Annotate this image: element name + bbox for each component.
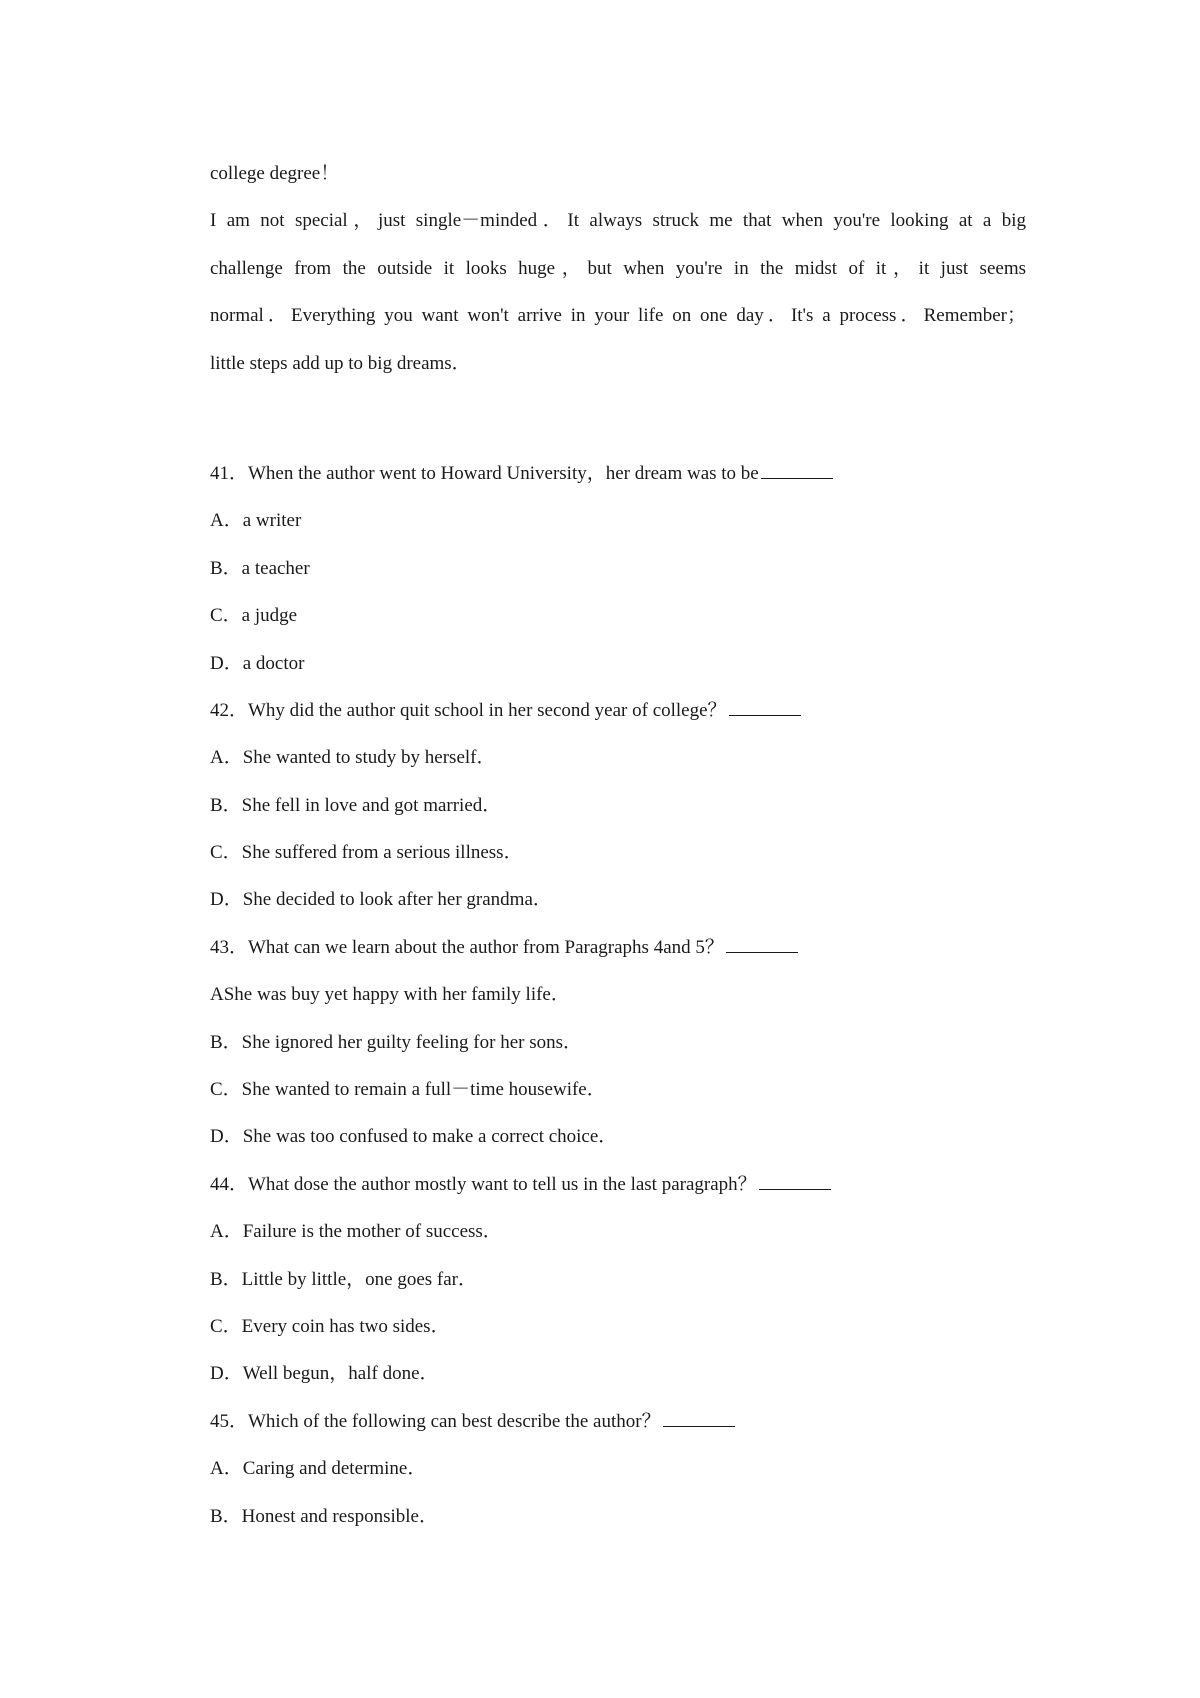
option-42-d: D．She decided to look after her grandma． [210, 889, 552, 911]
option-44-d: D．Well begun，half done． [210, 1363, 439, 1385]
option-42-b: B．She fell in love and got married． [210, 794, 502, 816]
question-stem: 45．Which of the following can best describe the author？ [210, 1410, 661, 1432]
option-44-b: B．Little by little，one goes far． [210, 1268, 478, 1290]
answer-blank [663, 1412, 735, 1427]
section-gap [210, 387, 1026, 450]
question-41 [210, 450, 1026, 497]
option-41-a: A．a writer [210, 510, 302, 532]
passage-line: little steps add up to big dreams． [210, 352, 471, 374]
question-42 [210, 687, 1026, 734]
option-43-a: AShe was buy yet happy with her family life． [210, 984, 570, 1006]
option-43-d: D．She was too confused to make a correct choice． [210, 1126, 618, 1148]
question-45 [210, 1398, 1026, 1445]
option-44-c: C．Every coin has two sides． [210, 1315, 450, 1337]
option-45-b: B．Honest and responsible． [210, 1505, 438, 1527]
question-stem: 44．What dose the author mostly want to tell us in the last paragraph？ [210, 1173, 757, 1195]
option-41-b: B．a teacher [210, 557, 310, 579]
answer-blank [761, 464, 833, 479]
option-43-b: B．She ignored her guilty feeling for her sons． [210, 1031, 583, 1053]
option-42-c: C．She suffered from a serious illness． [210, 842, 523, 864]
option-44-a: A．Failure is the mother of success． [210, 1221, 502, 1243]
passage-line: I am not special，just single－minded．It always struck me that when you're looking at a big [210, 210, 1026, 232]
option-43-c: C．She wanted to remain a full－time housewife． [210, 1079, 606, 1101]
passage-line: college degree！ [210, 163, 340, 184]
passage-line: normal．Everything you want won't arrive in your life on one day．It's a process．Remember； [210, 305, 1026, 327]
question-stem: 41．When the author went to Howard University，her dream was to be [210, 462, 759, 484]
answer-blank [729, 701, 801, 716]
document-page [210, 150, 1026, 1540]
option-41-d: D．a doctor [210, 652, 305, 674]
question-43 [210, 924, 1026, 971]
question-stem: 43．What can we learn about the author from Paragraphs 4and 5？ [210, 936, 724, 958]
option-41-c: C．a judge [210, 605, 298, 627]
answer-blank [759, 1175, 831, 1190]
answer-blank [726, 938, 798, 953]
option-42-a: A．She wanted to study by herself． [210, 747, 496, 769]
question-44 [210, 1161, 1026, 1208]
question-stem: 42．Why did the author quit school in her second year of college？ [210, 699, 727, 721]
option-45-a: A．Caring and determine． [210, 1458, 427, 1480]
passage-line: challenge from the outside it looks huge，but when you're in the midst of it，it just seems [210, 257, 1026, 279]
